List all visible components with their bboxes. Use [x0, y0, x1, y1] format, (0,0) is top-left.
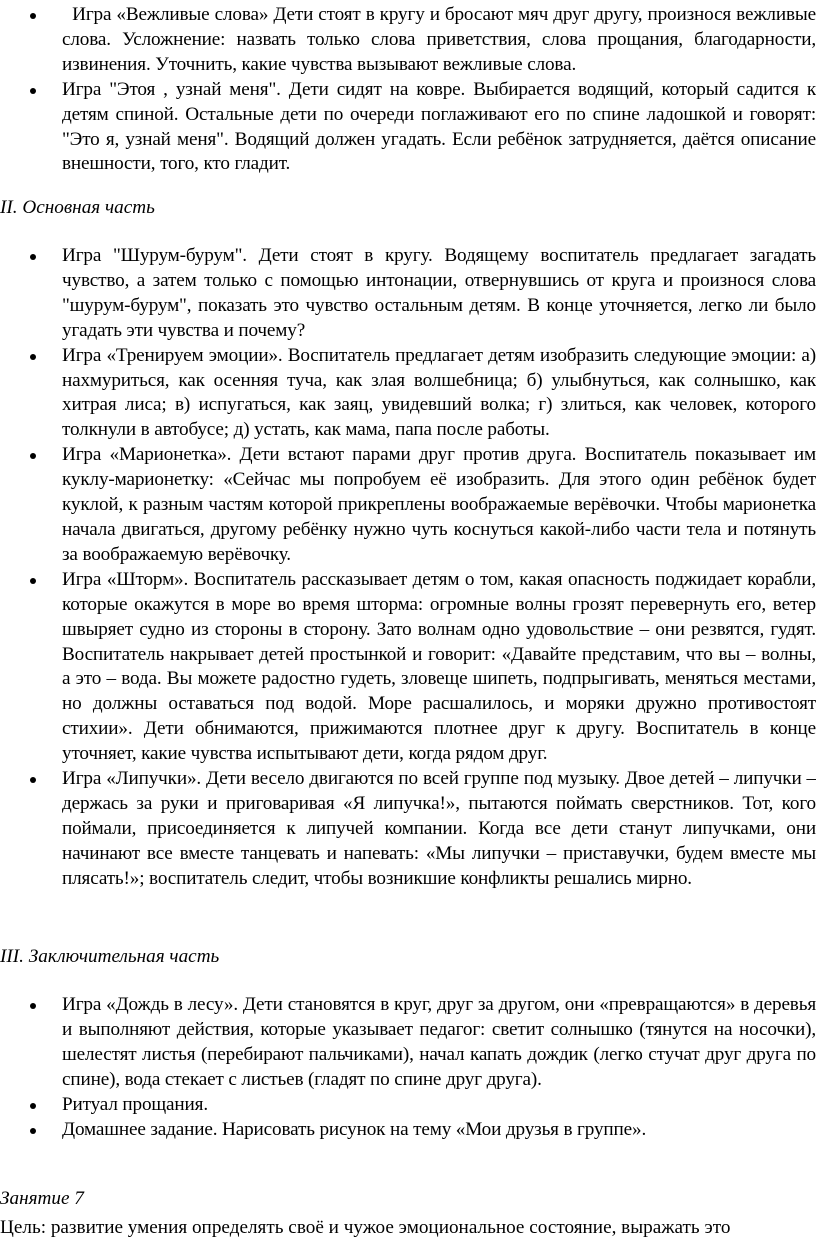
list-item: Игра "Этоя , узнай меня". Дети сидят на ковре. Выбирается водящий, который садится к детям спиной. Остальные дети по очереди поглаживают его по спине ладошкой и говорят: "Это я, узнай меня". Водящий должен угадать. Если ребёнок затрудняется, даётся описание внешности, того, кто гладит.: [0, 78, 816, 178]
list-item: Игра «Липучки». Дети весело двигаются по всей группе под музыку. Двое детей – липучки – держась за руки и приговаривая «Я липучка!», пытаются поймать сверстников. Тот, кого поймали, присоединяется к липучей компании. Когда все дети станут липучками, они начинают все вместе танцевать и напевать: «Мы липучки – приставучки, будем вместе мы плясать!»; воспитатель следит, чтобы возникшие конфликты решались мирно.: [0, 767, 816, 892]
section-heading-main: II. Основная часть: [0, 197, 155, 218]
list-item: Игра «Вежливые слова» Дети стоят в кругу и бросают мяч друг другу, произнося вежливые слова. Усложнение: назвать только слова приветствия, слова прощания, благодарности, извинения. Уточнить, какие чувства вызывают вежливые слова.: [0, 3, 816, 78]
section-heading-final: III. Заключительная часть: [0, 946, 220, 967]
list-item: Игра «Шторм». Воспитатель рассказывает детям о том, какая опасность поджидает корабли, которые окажутся в море во время шторма: огромные волны грозят перевернуть его, ветер швыряет судно из стороны в сторону. Зато волнам одно удовольствие – они резвятся, гудят. Воспитатель накрывает детей простынкой и говорит: «Давайте представим, что вы – волны, а это – вода. Вы можете радостно гудеть, зловеще шипеть, подпрыгивать, меняться местами, но должны оставаться под водой. Море расшалилось, и моряки дружно противостоят стихии». Дети обнимаются, прижимаются плотнее друг к другу. Воспитатель в конце уточняет, какие чувства испытывают дети, когда рядом друг.: [0, 568, 816, 767]
lesson-heading: Занятие 7: [0, 1188, 84, 1209]
list-item: Игра «Дождь в лесу». Дети становятся в круг, друг за другом, они «превращаются» в деревья и выполняют действия, которые указывает педагог: светит солнышко (тянутся на носочки), шелестят листья (перебирают пальчиками), начал капать дождик (легко стучат друг друга по спине), вода стекает с листьев (гладят по спине друг друга).: [0, 993, 816, 1093]
final-games-list: [0, 993, 816, 1142]
list-item: Игра «Тренируем эмоции». Воспитатель предлагает детям изобразить следующие эмоции: а) нахмуриться, как осенняя туча, как злая волшебница; б) улыбнуться, как солнышко, как хитрая лиса; в) испугаться, как заяц, увидевший волка; г) злиться, как человек, которого толкнули в автобусе; д) устать, как мама, папа после работы.: [0, 344, 816, 444]
intro-games-list: [0, 3, 816, 177]
list-item: Ритуал прощания.: [0, 1093, 816, 1118]
list-item: Домашнее задание. Нарисовать рисунок на тему «Мои друзья в группе».: [0, 1118, 816, 1143]
main-games-list: [0, 244, 816, 892]
list-item: Игра "Шурум-бурум". Дети стоят в кругу. Водящему воспитатель предлагает загадать чувство, а затем только с помощью интонации, отвернувшись от круга и произнося слова "шурум-бурум", показать это чувство остальным детям. В конце уточняется, легко ли было угадать эти чувства и почему?: [0, 244, 816, 344]
lesson-goal-text: Цель: развитие умения определять своё и чужое эмоциональное состояние, выражать это: [0, 1217, 731, 1238]
list-item: Игра «Марионетка». Дети встают парами друг против друга. Воспитатель показывает им куклу-марионетку: «Сейчас мы попробуем её изобразить. Для этого один ребёнок будет куклой, к разным частям которой прикреплены воображаемые верёвочки. Чтобы марионетка начала двигаться, другому ребёнку нужно чуть коснуться какой-либо части тела и потянуть за воображаемую верёвочку.: [0, 443, 816, 568]
